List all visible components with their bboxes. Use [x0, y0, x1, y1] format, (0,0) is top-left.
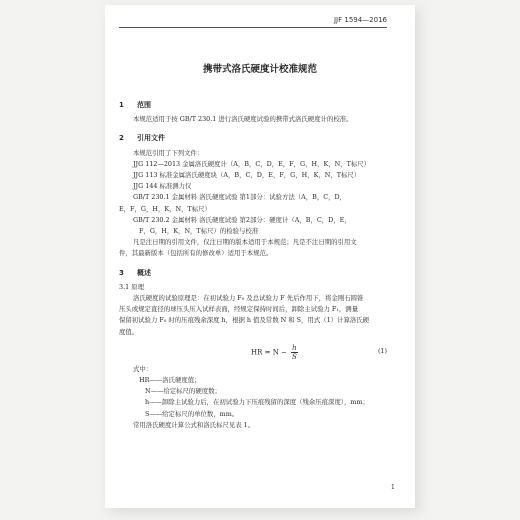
reference-line: E，F，G，H，K，N，T标尺）	[119, 204, 211, 213]
section-number: 2	[119, 134, 124, 143]
section-heading-scope	[119, 100, 395, 111]
reference-line: JJG 144 标准测力仪	[133, 182, 192, 191]
formula	[119, 340, 395, 362]
section-number: 3	[119, 268, 124, 277]
page-header-code: JJF 1594—2016	[333, 16, 387, 24]
equation-number: (1)	[377, 346, 387, 355]
paragraph-line: 压头或规定直径的球压头压入试样表面，经规定保持时间后，卸除主试验力 F₁，测量	[119, 305, 359, 314]
section-heading-references	[119, 133, 395, 144]
paragraph: 本规范引用了下列文件：	[133, 148, 204, 157]
reference-line: F，G，H，K，N，T标尺）的检验与校准	[139, 227, 259, 236]
section-title: 引用文件	[137, 134, 165, 143]
definition-line: h——卸除主试验力后，在初试验力下压痕残留的深度（残余压痕深度），mm；	[145, 398, 369, 407]
subsection-heading: 3.1 原理	[119, 282, 144, 291]
paragraph: 件，其最新版本（包括所有的修改单）适用于本规范。	[119, 249, 273, 258]
definition-line: S——给定标尺的单位数，mm。	[145, 409, 239, 418]
paragraph: 凡是注日期的引用文件，仅注日期的版本适用于本规范；凡是不注日期的引用文	[133, 238, 357, 247]
reference-line: GB/T 230.2 金属材料 洛氏硬度试验 第2部分：硬度计（A，B，C，D，E，	[133, 215, 351, 224]
formula-lhs: HR = N −	[251, 348, 287, 357]
fraction-denominator: S	[292, 352, 297, 361]
fraction-numerator: h	[292, 343, 297, 352]
section-number: 1	[119, 101, 124, 109]
formula-fraction	[291, 344, 298, 361]
paragraph: 本规范适用于按 GB/T 230.1 进行洛氏硬度试验的携带式洛氏硬度计的校准。	[133, 115, 353, 124]
reference-line: JJG 113 标准金属洛氏硬度块（A，B，C，D，E，F，G，H，K，N，T标尺）	[133, 171, 361, 180]
reference-line: JJG 112—2013 金属洛氏硬度计（A，B，C，D，E，F，G，H，K，N，T标尺）	[133, 159, 371, 168]
section-title: 范围	[137, 101, 151, 109]
formula-expression	[251, 344, 298, 361]
document-title: 携带式洛氏硬度计校准规范	[202, 64, 317, 75]
paragraph-line: 度值。	[119, 327, 139, 336]
reference-line: GB/T 230.1 金属材料 洛氏硬度试验 第1部分：试验方法（A，B，C，D，	[133, 193, 347, 202]
paragraph: 常用洛氏硬度计算公式和洛氏标尺见表 1。	[133, 420, 255, 429]
document-page	[105, 5, 415, 508]
paragraph-line: 洛氏硬度的试验原理是：在初试验力 F₀ 及总试验力 F 先后作用下，将金刚石圆锥	[133, 294, 364, 303]
document-body	[119, 95, 395, 431]
paragraph-line: 保留初试验力 F₀ 时的压痕残余深度 h，根据 h 值及常数 N 和 S，用式（1）计算洛氏硬	[119, 316, 370, 325]
definition-line: HR——洛氏硬度值；	[139, 376, 201, 385]
section-heading-overview	[119, 268, 395, 279]
header-rule	[119, 27, 387, 28]
section-title: 概述	[137, 268, 151, 277]
where-label: 式中：	[133, 364, 153, 373]
page-number: 1	[390, 483, 395, 491]
definition-line: N——给定标尺的硬度数；	[145, 387, 221, 396]
